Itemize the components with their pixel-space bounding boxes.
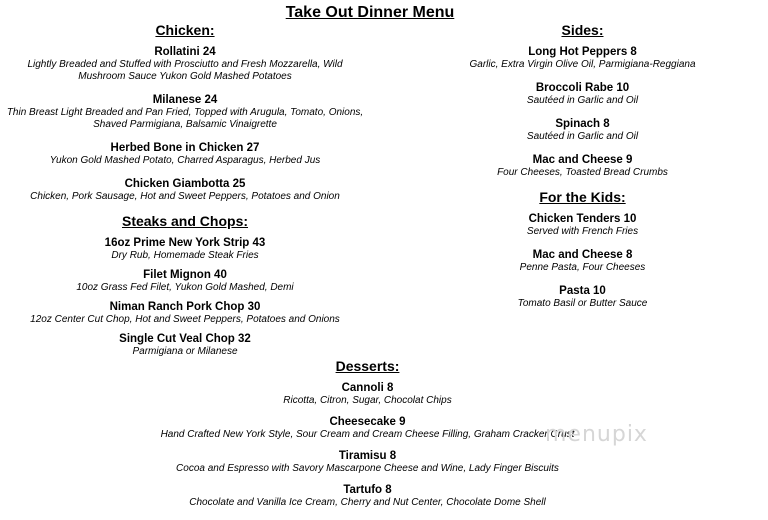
item-name: Tiramisu 8 [338, 450, 397, 462]
menu-item-rollatini [0, 45, 370, 83]
menu-item-herbed-bone-in-chicken [0, 141, 370, 167]
item-name: Chicken Tenders 10 [528, 213, 637, 225]
item-name: Chicken Giambotta 25 [124, 178, 246, 190]
item-name: Single Cut Veal Chop 32 [119, 333, 251, 345]
menu-item-kids-pasta [430, 284, 735, 310]
menu-item-mac-and-cheese [430, 153, 735, 179]
menu-item-broccoli-rabe [430, 81, 735, 107]
menu-item-kids-mac-and-cheese [430, 248, 735, 274]
menu-item-cheesecake [140, 415, 595, 441]
item-name: Milanese 24 [152, 94, 218, 106]
menu-title: Take Out Dinner Menu [285, 4, 455, 21]
item-description: Garlic, Extra Virgin Olive Oil, Parmigiana-Reggiana [469, 59, 696, 70]
desserts-column [140, 358, 595, 509]
section-heading-steaks: Steaks and Chops: [121, 213, 249, 229]
item-description: 10oz Grass Fed Filet, Yukon Gold Mashed, Demi [76, 282, 294, 293]
item-name: Herbed Bone in Chicken 27 [110, 142, 260, 154]
item-name: 16oz Prime New York Strip 43 [104, 237, 266, 249]
item-description: Chicken, Pork Sausage, Hot and Sweet Peppers, Potatoes and Onion [30, 191, 340, 202]
right-column [430, 22, 735, 320]
item-name: Cannoli 8 [341, 382, 394, 394]
item-name: Mac and Cheese 8 [532, 249, 633, 261]
menu-item-tartufo [140, 483, 595, 509]
item-description: Ricotta, Citron, Sugar, Chocolat Chips [283, 395, 452, 406]
item-description: Tomato Basil or Butter Sauce [517, 298, 648, 309]
menu-item-pork-chop [0, 300, 370, 326]
menu-item-chicken-giambotta [0, 177, 370, 203]
item-description: 12oz Center Cut Chop, Hot and Sweet Peppers, Potatoes and Onions [30, 314, 340, 325]
section-heading-chicken: Chicken: [155, 22, 215, 38]
item-name: Broccoli Rabe 10 [535, 82, 630, 94]
item-name: Tartufo 8 [343, 484, 392, 496]
item-name: Spinach 8 [555, 118, 610, 130]
watermark-logo: menupix [545, 422, 648, 447]
menu-item-ny-strip [0, 236, 370, 262]
item-description: Penne Pasta, Four Cheeses [519, 262, 646, 273]
item-name: Cheesecake 9 [329, 416, 406, 428]
item-description: Sautéed in Garlic and Oil [526, 95, 639, 106]
item-description: Lightly Breaded and Stuffed with Prosciutto and Fresh Mozzarella, Wild Mushroom Sauce Yukon Gold Mashed Potatoes [27, 59, 343, 82]
menu-item-veal-chop [0, 332, 370, 358]
item-description: Yukon Gold Mashed Potato, Charred Asparagus, Herbed Jus [49, 155, 321, 166]
section-heading-kids: For the Kids: [539, 189, 626, 205]
left-column [0, 22, 370, 358]
menu-item-long-hot-peppers [430, 45, 735, 71]
item-name: Pasta 10 [559, 285, 606, 297]
item-name: Long Hot Peppers 8 [528, 46, 637, 58]
item-description: Sautéed in Garlic and Oil [526, 131, 639, 142]
item-description: Served with French Fries [526, 226, 639, 237]
menu-item-chicken-tenders [430, 212, 735, 238]
menu-item-spinach [430, 117, 735, 143]
section-heading-desserts: Desserts: [335, 358, 400, 374]
menu-item-milanese [0, 93, 370, 131]
section-heading-sides: Sides: [561, 22, 604, 38]
item-description: Four Cheeses, Toasted Bread Crumbs [497, 167, 668, 178]
item-description: Hand Crafted New York Style, Sour Cream and Cream Cheese Filling, Graham Cracker Crust [160, 429, 575, 440]
item-description: Chocolate and Vanilla Ice Cream, Cherry and Nut Center, Chocolate Dome Shell [189, 497, 546, 508]
menu-item-tiramisu [140, 449, 595, 475]
menu-item-cannoli [140, 381, 595, 407]
item-description: Thin Breast Light Breaded and Pan Fried, Topped with Arugula, Tomato, Onions, Shaved Parmigiana, Balsamic Vinaigrette [6, 107, 364, 130]
item-name: Niman Ranch Pork Chop 30 [109, 301, 261, 313]
item-name: Filet Mignon 40 [143, 269, 227, 281]
item-description: Parmigiana or Milanese [132, 346, 238, 357]
item-description: Dry Rub, Homemade Steak Fries [111, 250, 259, 261]
item-name: Mac and Cheese 9 [532, 154, 633, 166]
menu-item-filet-mignon [0, 268, 370, 294]
item-description: Cocoa and Espresso with Savory Mascarpone Cheese and Wine, Lady Finger Biscuits [176, 463, 559, 474]
item-name: Rollatini 24 [154, 46, 216, 58]
